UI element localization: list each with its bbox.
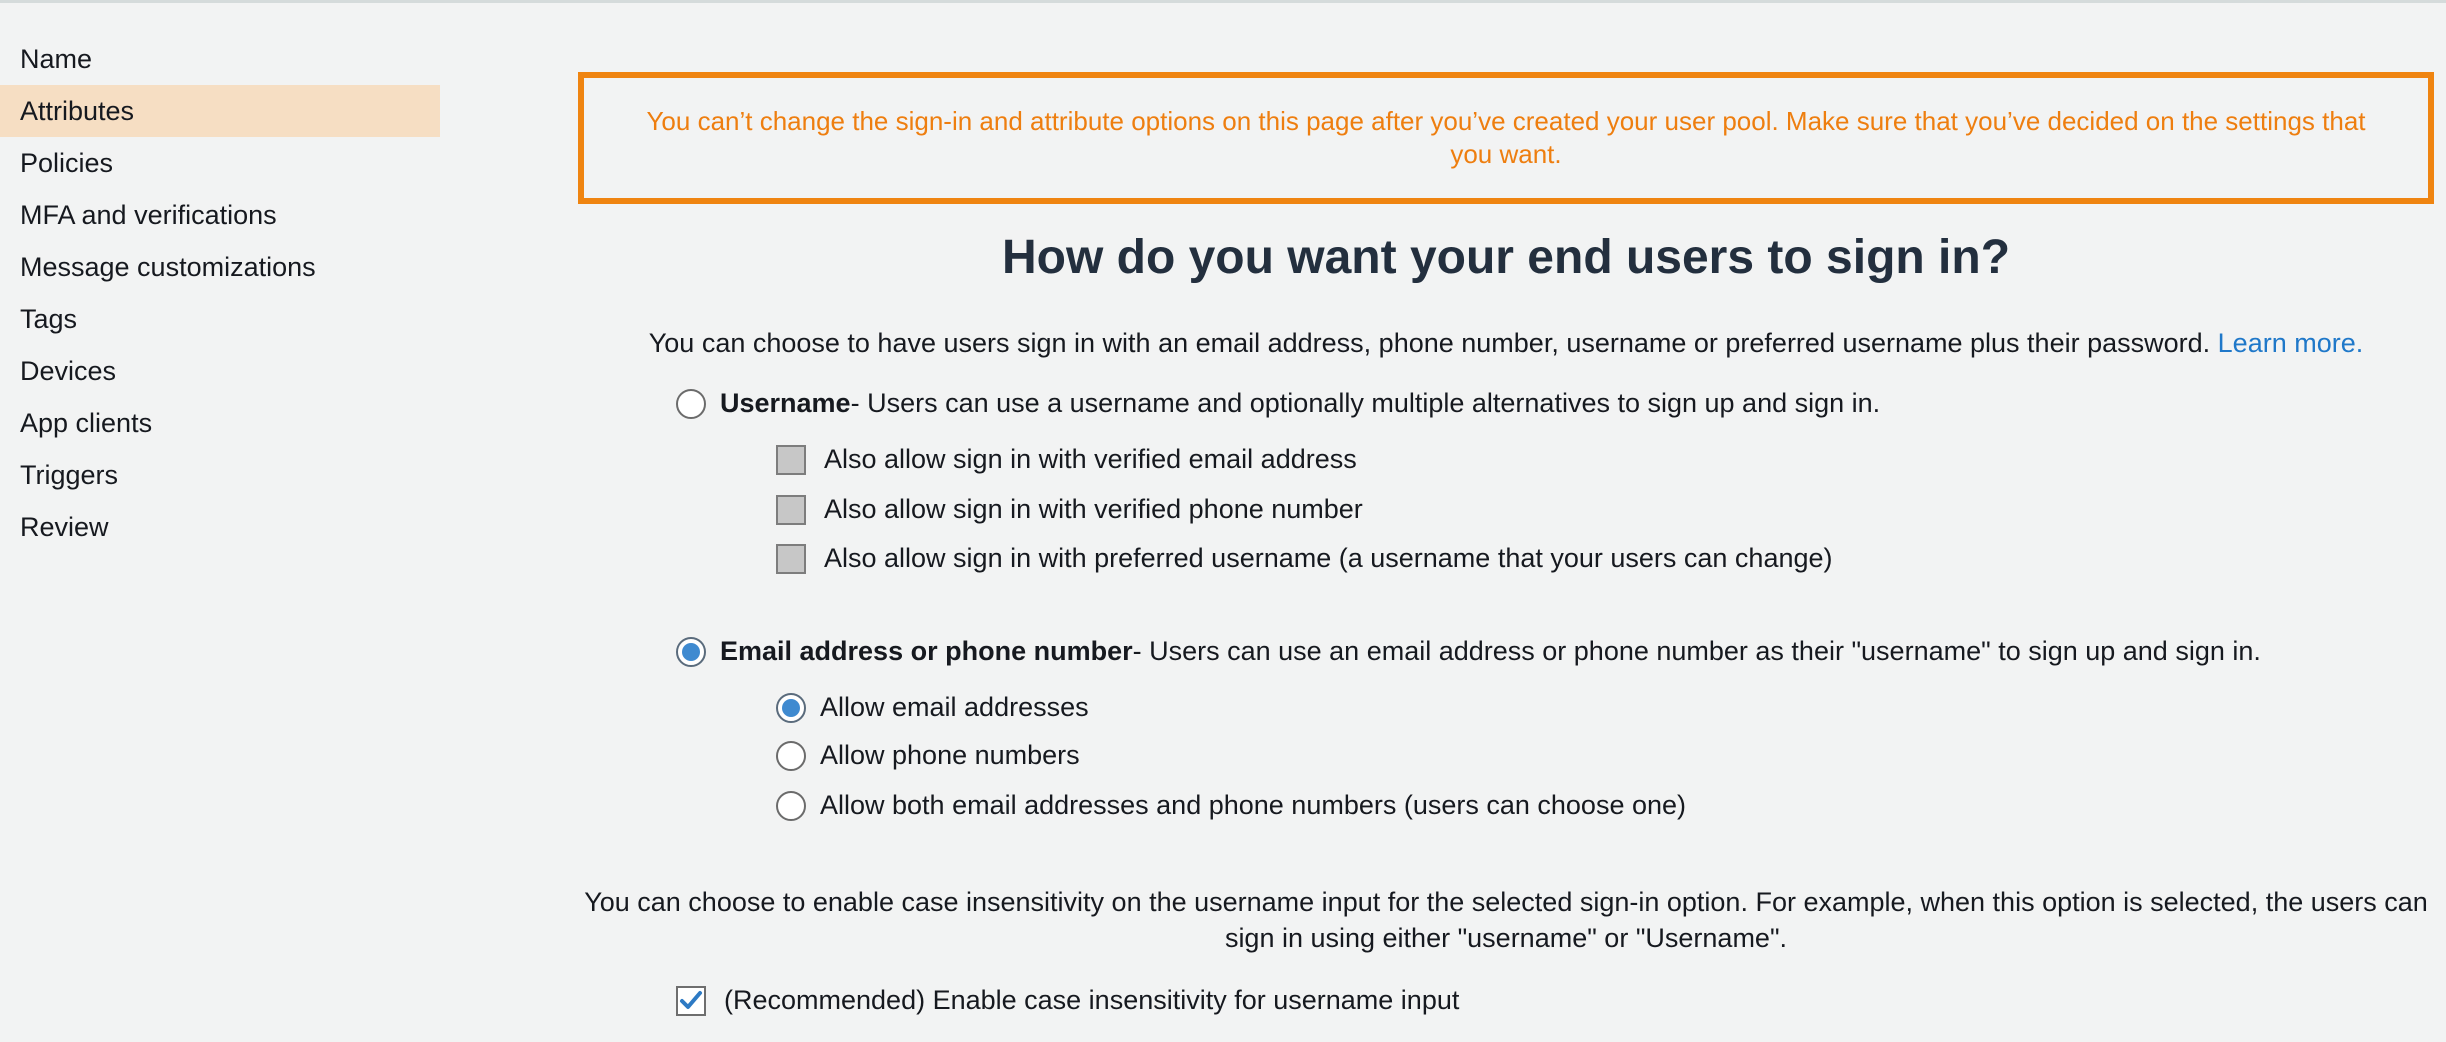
sidebar-item-app-clients[interactable]: App clients	[20, 408, 153, 438]
sidebar-item-mfa[interactable]: MFA and verifications	[20, 200, 277, 230]
sidebar-item-tags[interactable]: Tags	[20, 304, 78, 334]
case-insensitivity-checkbox-row[interactable]	[676, 985, 1459, 1016]
allow-both-radio[interactable]	[776, 791, 806, 821]
email-phone-description: - Users can use an email address or phone number as their "username" to sign up and sign in.	[1132, 636, 2261, 666]
email-phone-label: Email address or phone number	[720, 636, 1133, 666]
sidebar-item-triggers[interactable]: Triggers	[20, 460, 119, 490]
top-divider	[0, 0, 2446, 3]
email-phone-radio[interactable]	[676, 637, 706, 667]
allow-both-row[interactable]	[776, 790, 1686, 821]
username-description: - Users can use a username and optionally multiple alternatives to sign up and sign in.	[850, 388, 1881, 418]
case-insensitivity-label: (Recommended) Enable case insensitivity for username input	[724, 985, 1460, 1015]
intro-text	[580, 326, 2432, 360]
sidebar-item-message-customizations[interactable]: Message customizations	[20, 252, 316, 282]
email-phone-option[interactable]	[676, 636, 2261, 667]
sidebar-item-review[interactable]: Review	[20, 512, 109, 542]
sidebar-item-policies[interactable]: Policies	[20, 148, 114, 178]
username-label: Username	[720, 388, 851, 418]
case-insensitivity-checkbox[interactable]	[676, 986, 706, 1016]
sidebar-item-name[interactable]: Name	[20, 44, 93, 74]
allow-email-addresses-radio[interactable]	[776, 693, 806, 723]
intro-description: You can choose to have users sign in with an email address, phone number, username or preferred username plus their password.	[648, 328, 2211, 358]
warning-text: You can’t change the sign-in and attribute options on this page after you’ve created your user pool. Make sure that you’ve decided on the settings that you want.	[646, 106, 2366, 169]
username-radio[interactable]	[676, 389, 706, 419]
allow-email-checkbox-row[interactable]	[776, 444, 1357, 475]
allow-phone-label: Also allow sign in with verified phone number	[824, 494, 1363, 524]
allow-email-label: Also allow sign in with verified email address	[824, 444, 1357, 474]
warning-box	[578, 72, 2434, 204]
allow-email-checkbox[interactable]	[776, 445, 806, 475]
sidebar-item-devices[interactable]: Devices	[20, 356, 117, 386]
check-icon	[679, 990, 703, 1012]
sidebar	[0, 33, 440, 553]
allow-preferred-username-checkbox[interactable]	[776, 544, 806, 574]
sidebar-item-attributes[interactable]: Attributes	[0, 85, 440, 137]
allow-both-label: Allow both email addresses and phone numbers (users can choose one)	[820, 790, 1687, 820]
allow-phone-numbers-label: Allow phone numbers	[820, 740, 1080, 770]
allow-phone-checkbox-row[interactable]	[776, 494, 1363, 525]
username-option[interactable]	[676, 388, 1880, 419]
allow-phone-numbers-radio[interactable]	[776, 741, 806, 771]
allow-preferred-username-checkbox-row[interactable]	[776, 543, 1833, 574]
allow-preferred-username-label: Also allow sign in with preferred username (a username that your users can change)	[824, 543, 1833, 573]
case-insensitivity-text: You can choose to enable case insensitivity on the username input for the selected sign-in option. For example, when this option is selected, the users can sign in using either "username" or "Username".	[584, 887, 2428, 953]
allow-phone-numbers-row[interactable]	[776, 740, 1080, 771]
allow-email-addresses-row[interactable]	[776, 692, 1089, 723]
allow-email-addresses-label: Allow email addresses	[820, 692, 1089, 722]
page-title: How do you want your end users to sign in?	[1001, 231, 2011, 284]
allow-phone-checkbox[interactable]	[776, 495, 806, 525]
learn-more-link[interactable]: Learn more.	[2217, 328, 2364, 358]
